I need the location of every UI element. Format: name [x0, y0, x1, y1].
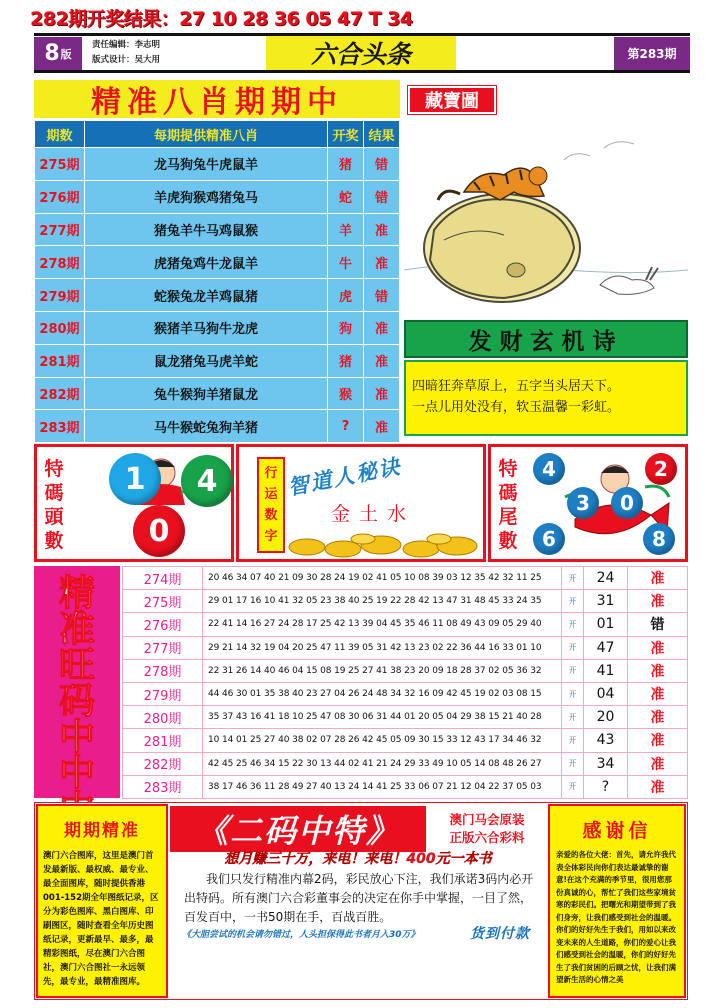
hot-numbers: 29 21 14 32 19 04 20 25 47 11 39 05 31 42 13 23 02 22 36 44 16 33 01 10 [203, 636, 562, 659]
hot-period: 278期 [123, 659, 203, 682]
latest-draw-result: 282期开奖结果：27 10 28 36 05 47 T 34 [30, 8, 413, 30]
hot-period: 283期 [123, 775, 203, 798]
hot-label-char: 准 [58, 609, 95, 650]
col-picks: 每期提供精准八肖 [85, 121, 328, 148]
hot-row [123, 590, 688, 613]
label-char: 尾 [498, 506, 518, 528]
open-mark: 开 [562, 567, 584, 590]
hot-special: 24 [584, 567, 628, 590]
thank-you-letter [548, 804, 686, 998]
gold-ingots-icon [287, 529, 483, 559]
hot-special: ? [584, 775, 628, 798]
zodiac-row [35, 311, 400, 344]
accuracy-text: 澳门六合图库，这里是澳门首发最新版、最权威、最专业、最全面图库，随时提供香港001-152期全年图纸记录，区分为彩色图库、黑白图库、印刷图区，随时查看全年历史图纸记录，更新最早、最多，最精彩图纸，尽在澳门六合图社，澳门六合图社一永远领先，最专业，最精准图库。 [43, 851, 159, 987]
zodiac-drawn: 虎 [328, 279, 364, 312]
label-char: 碼 [498, 482, 518, 504]
hot-row [123, 567, 688, 590]
zodiac-result: 错 [364, 279, 400, 312]
hot-numbers: 10 14 01 25 27 40 38 02 07 28 26 42 45 05 09 30 15 33 12 43 17 34 46 32 [203, 729, 562, 752]
guarantee-text: 《大胆尝试的机会请勿错过，人头担保得此书者月入30万》 [182, 929, 420, 940]
tag-char: 数 [264, 508, 278, 523]
hot-label-char: 中 [58, 717, 95, 758]
zodiac-drawn: 羊 [328, 213, 364, 246]
label-char: 數 [44, 530, 64, 552]
hot-label-char: 码 [58, 681, 95, 722]
label-char: 特 [498, 458, 518, 480]
zodiac-row [35, 213, 400, 246]
zodiac-period: 276期 [35, 180, 85, 213]
open-mark: 开 [562, 613, 584, 636]
zodiac-period: 279期 [35, 279, 85, 312]
label-char: 特 [44, 458, 64, 480]
hot-result: 准 [628, 636, 688, 659]
hot-result: 准 [628, 590, 688, 613]
hot-numbers: 42 45 25 46 34 15 22 30 13 44 02 41 21 24 29 33 49 10 05 14 08 48 26 27 [203, 752, 562, 775]
special-head-panel [34, 444, 234, 562]
hot-result: 准 [628, 659, 688, 682]
hot-period: 274期 [123, 567, 203, 590]
zodiac-picks: 羊虎狗猴鸡猪兔马 [85, 180, 328, 213]
hot-special: 04 [584, 682, 628, 705]
hot-codes-table [122, 566, 688, 799]
hot-row [123, 775, 688, 798]
treasure-map-picture [404, 120, 688, 316]
zodiac-row [35, 344, 400, 377]
poem-title: 发财玄机诗 [404, 320, 688, 358]
tail-ball: 3 [567, 487, 599, 519]
cash-on-delivery: 货到付款 [470, 926, 530, 942]
hot-period: 281期 [123, 729, 203, 752]
hot-result: 准 [628, 567, 688, 590]
hot-numbers: 20 46 34 07 40 21 09 30 28 24 19 02 41 05 10 08 39 03 12 35 42 32 11 25 [203, 567, 562, 590]
hot-special: 43 [584, 729, 628, 752]
zodiac-row [35, 246, 400, 279]
tail-ball: 8 [643, 523, 675, 555]
macau-line: 正版六合彩料 [449, 830, 525, 845]
zodiac-drawn: 猪 [328, 344, 364, 377]
zodiac-result: 准 [364, 246, 400, 279]
zodiac-row [35, 410, 400, 443]
hot-period: 276期 [123, 613, 203, 636]
issue-badge: 第283期 [614, 37, 690, 70]
hot-row [123, 729, 688, 752]
thank-you-text: 亲爱的各位大佬：首先，请允许我代表全体彩民向你们表达最诚挚的谢意!在这个充满的季节里，很用您那份真诚的心，帮忙了我们这些家境贫寒的彩民们。把曙光和期望带到了我们身旁，让我们感受到社会的温暖。你们的好好先生于我们，用如以来改变未来的人生道路，你们的爱心让我们感受到社会的温暖，你们的好好先生了我们贫困的后顾之忧，让我们满望新生活的心情之美 [556, 850, 676, 984]
hot-period: 279期 [123, 682, 203, 705]
special-tail-panel [488, 444, 688, 562]
zodiac-picks: 蛇猴兔龙羊鸡鼠猪 [85, 279, 328, 312]
zodiac-period: 275期 [35, 148, 85, 181]
open-mark: 开 [562, 706, 584, 729]
hot-row [123, 636, 688, 659]
hot-numbers: 22 31 26 14 40 46 04 15 08 19 25 27 41 38 23 20 09 18 28 37 02 05 36 32 [203, 659, 562, 682]
zodiac-table [34, 120, 400, 443]
zodiac-drawn: ? [328, 410, 364, 443]
poem-line: 一点儿用处没有，软玉温馨一彩虹。 [412, 400, 621, 415]
zodiac-picks: 猴猪羊马狗牛龙虎 [85, 311, 328, 344]
hot-numbers: 35 37 43 16 41 18 10 25 47 08 30 06 31 44 01 20 05 04 29 38 15 21 40 28 [203, 706, 562, 729]
secret-formula-panel [236, 444, 486, 562]
hot-result: 准 [628, 729, 688, 752]
zodiac-picks: 兔牛猴狗羊猪鼠龙 [85, 377, 328, 410]
macau-line: 澳门马会原装 [449, 812, 525, 827]
tail-ball: 0 [611, 487, 643, 519]
hot-label-char: 中 [58, 753, 95, 794]
open-mark: 开 [562, 775, 584, 798]
tag-char: 字 [264, 529, 278, 544]
hot-numbers: 38 17 46 36 11 28 49 27 40 13 24 14 41 25 33 06 07 21 12 04 22 37 05 03 [203, 775, 562, 798]
tag-char: 运 [264, 487, 278, 502]
poem-box [404, 360, 688, 436]
label-char: 頭 [44, 506, 64, 528]
thank-you-title: 感谢信 [582, 820, 652, 842]
zodiac-drawn: 蛇 [328, 180, 364, 213]
hot-period: 280期 [123, 706, 203, 729]
credit-designer: 版式设计：吴大用 [92, 55, 161, 65]
hot-numbers: 22 41 14 16 27 24 28 17 25 42 13 39 04 45 35 46 11 08 49 43 09 05 29 40 [203, 613, 562, 636]
edition-suffix: 版 [60, 47, 72, 61]
edition-number: 8 [44, 41, 60, 66]
hot-result: 错 [628, 613, 688, 636]
hot-row [123, 659, 688, 682]
hot-special: 34 [584, 752, 628, 775]
hot-label-char: 旺 [58, 645, 95, 686]
open-mark: 开 [562, 729, 584, 752]
head-ball: 1 [109, 453, 161, 505]
hot-special: 41 [584, 659, 628, 682]
open-mark: 开 [562, 590, 584, 613]
special-tail-label [493, 457, 523, 553]
open-mark: 开 [562, 752, 584, 775]
tiger-rock-rabbit-illustration [404, 120, 688, 316]
zodiac-period: 278期 [35, 246, 85, 279]
hot-row [123, 682, 688, 705]
hot-period: 275期 [123, 590, 203, 613]
hot-special: 31 [584, 590, 628, 613]
zodiac-table-header [35, 121, 400, 148]
sales-slogan: 想月赚三十万，来电！来电！400元一本书 [224, 851, 492, 867]
promise-text: 我们只发行精准内幕2码，彩民放心下注，我们承诺3码内必开出特码。所有澳门六合彩董事会的决定在你手中掌握，一目了然，百发百中，一书50期在手，百战百胜。 [184, 872, 534, 924]
tail-ball: 2 [645, 453, 677, 485]
accuracy-title: 期期精准 [64, 821, 140, 841]
lucky-number-tag [257, 457, 285, 553]
hot-result: 准 [628, 706, 688, 729]
zodiac-picks: 猪兔羊牛马鸡鼠猴 [85, 213, 328, 246]
tag-char: 行 [264, 466, 278, 481]
hot-period: 282期 [123, 752, 203, 775]
two-code-banner: 《二码中特》 [170, 806, 426, 852]
zodiac-drawn: 猪 [328, 148, 364, 181]
col-result: 结果 [364, 121, 400, 148]
hot-numbers: 29 01 17 16 10 41 32 05 23 38 40 25 19 22 28 42 13 47 31 48 45 33 24 35 [203, 590, 562, 613]
zodiac-row [35, 377, 400, 410]
zodiac-drawn: 猴 [328, 377, 364, 410]
hot-result: 准 [628, 775, 688, 798]
label-char: 碼 [44, 482, 64, 504]
zodiac-result: 准 [364, 311, 400, 344]
head-ball: 4 [181, 455, 233, 507]
zodiac-result: 准 [364, 344, 400, 377]
guarantee-tagline [170, 920, 546, 946]
hot-special: 01 [584, 613, 628, 636]
hot-label-char: 精 [58, 573, 95, 614]
tail-ball: 4 [533, 453, 565, 485]
secret-formula-title: 智道人秘诀 [285, 454, 404, 500]
hot-special: 47 [584, 636, 628, 659]
label-char: 數 [498, 530, 518, 552]
hot-row [123, 706, 688, 729]
zodiac-picks: 虎猪兔鸡牛龙鼠羊 [85, 246, 328, 279]
open-mark: 开 [562, 659, 584, 682]
zodiac-picks: 龙马狗兔牛虎鼠羊 [85, 148, 328, 181]
zodiac-drawn: 牛 [328, 246, 364, 279]
zodiac-picks: 鼠龙猪兔马虎羊蛇 [85, 344, 328, 377]
zodiac-result: 错 [364, 180, 400, 213]
treasure-map-title: 藏寶圖 [408, 86, 496, 114]
zodiac-period: 281期 [35, 344, 85, 377]
zodiac-drawn: 狗 [328, 311, 364, 344]
poem-line: 四暗狂奔草原上，五字当头居天下。 [412, 379, 621, 394]
open-mark: 开 [562, 682, 584, 705]
brand-title: 六合头条 [266, 36, 456, 70]
zodiac-period: 280期 [35, 311, 85, 344]
macau-source [428, 806, 546, 852]
hot-result: 准 [628, 752, 688, 775]
zodiac-period: 283期 [35, 410, 85, 443]
accuracy-box [36, 804, 168, 998]
zodiac-period: 277期 [35, 213, 85, 246]
zodiac-result: 准 [364, 377, 400, 410]
zodiac-picks: 马牛猴蛇兔狗羊猪 [85, 410, 328, 443]
hot-numbers: 44 46 30 01 35 38 40 23 27 04 26 24 48 34 32 16 09 42 45 19 02 03 08 15 [203, 682, 562, 705]
five-elements: 金土水 [331, 503, 416, 525]
col-period: 期数 [35, 121, 85, 148]
zodiac-result: 错 [364, 148, 400, 181]
hot-row [123, 613, 688, 636]
col-drawn: 开奖 [328, 121, 364, 148]
zodiac-period: 282期 [35, 377, 85, 410]
zodiac-row [35, 180, 400, 213]
hot-result: 准 [628, 682, 688, 705]
zodiac-row [35, 148, 400, 181]
hot-codes-label [34, 566, 120, 798]
zodiac-result: 准 [364, 213, 400, 246]
hot-special: 20 [584, 706, 628, 729]
special-head-label [39, 457, 69, 553]
edition-badge [34, 37, 82, 70]
zodiac-section-title: 精准八肖期期中 [34, 80, 400, 118]
tail-ball: 6 [533, 523, 565, 555]
credit-editor: 责任编辑：李志明 [92, 40, 161, 50]
head-ball: 0 [133, 505, 185, 557]
hot-row [123, 752, 688, 775]
hot-period: 277期 [123, 636, 203, 659]
open-mark: 开 [562, 636, 584, 659]
zodiac-row [35, 279, 400, 312]
credits [92, 38, 160, 68]
zodiac-result: 准 [364, 410, 400, 443]
